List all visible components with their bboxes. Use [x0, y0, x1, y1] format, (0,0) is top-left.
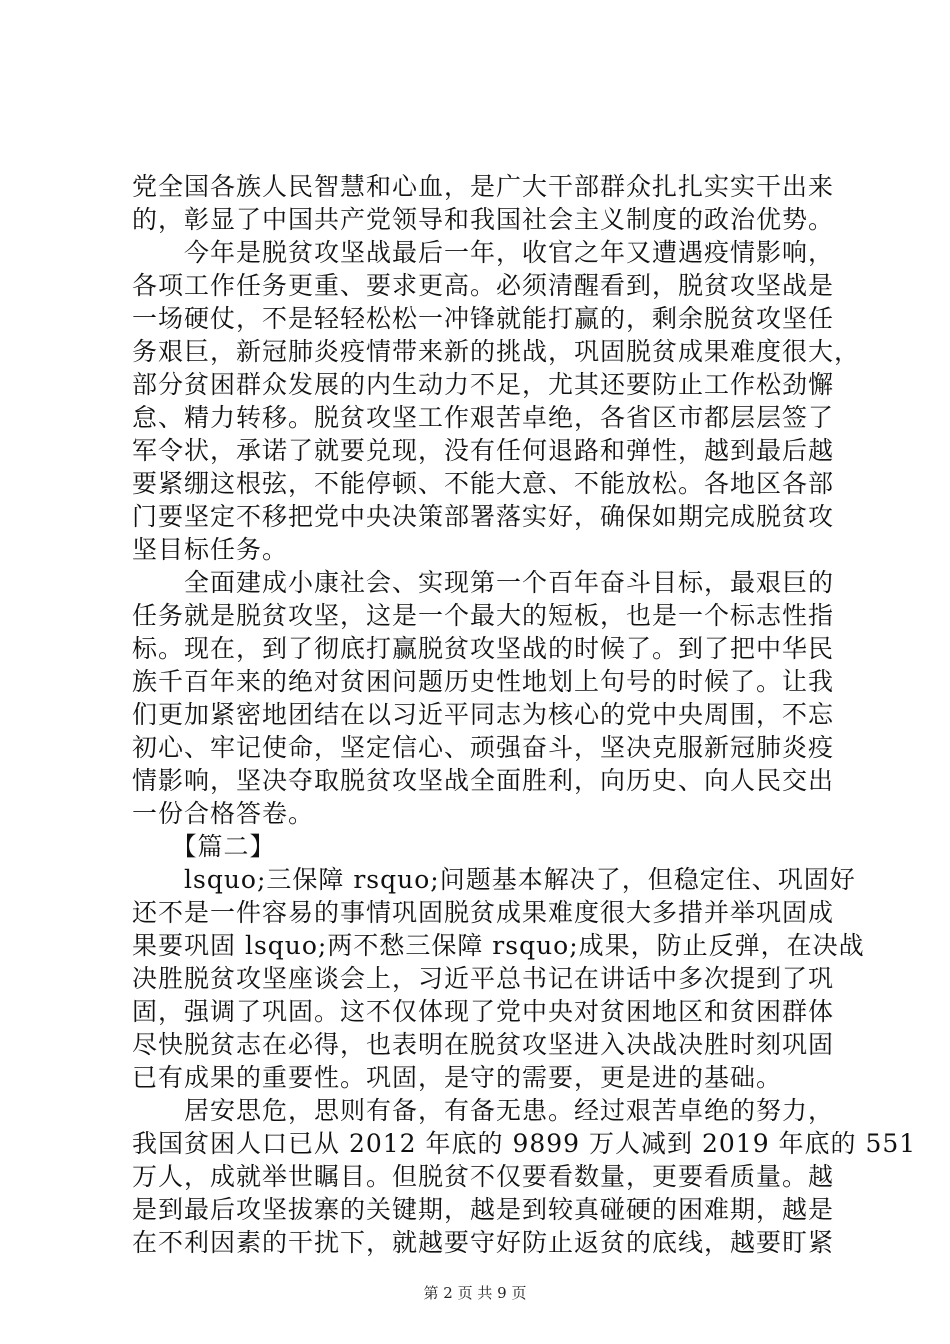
page-footer [0, 1283, 950, 1303]
text-line: 决胜脱贫攻坚座谈会上，习近平总书记在讲话中多次提到了巩 [132, 964, 835, 993]
text-line: 还不是一件容易的事情巩固脱贫成果难度很大多措并举巩固成 [132, 898, 835, 927]
text-line: 情影响，坚决夺取脱贫攻坚战全面胜利，向历史、向人民交出 [132, 766, 835, 795]
text-line: 一份合格答卷。 [132, 799, 315, 828]
section-heading: 【篇二】 [132, 832, 276, 861]
body-text [132, 170, 917, 1259]
text-line: 是到最后攻坚拔寨的关键期，越是到较真碰硬的困难期，越是 [132, 1195, 835, 1224]
text-line: lsquo;三保障 rsquo;问题基本解决了，但稳定住、巩固好 [132, 865, 856, 894]
text-line: 坚目标任务。 [132, 535, 289, 564]
page-number: 第 2 页 共 9 页 [423, 1284, 527, 1302]
text-line: 在不利因素的干扰下，就越要守好防止返贫的底线，越要盯紧 [132, 1228, 835, 1257]
text-line: 固，强调了巩固。这不仅体现了党中央对贫困地区和贫困群体 [132, 997, 835, 1026]
text-line: 各项工作任务更重、要求更高。必须清醒看到，脱贫攻坚战是 [132, 271, 835, 300]
text-line: 军令状，承诺了就要兑现，没有任何退路和弹性，越到最后越 [132, 436, 835, 465]
text-line: 务艰巨，新冠肺炎疫情带来新的挑战，巩固脱贫成果难度很大， [132, 337, 861, 366]
text-line: 门要坚定不移把党中央决策部署落实好，确保如期完成脱贫攻 [132, 502, 835, 531]
text-line: 部分贫困群众发展的内生动力不足，尤其还要防止工作松劲懈 [132, 370, 835, 399]
text-line: 已有成果的重要性。巩固，是守的需要，更是进的基础。 [132, 1063, 783, 1092]
text-line: 尽快脱贫志在必得，也表明在脱贫攻坚进入决战决胜时刻巩固 [132, 1030, 835, 1059]
text-line: 今年是脱贫攻坚战最后一年，收官之年又遭遇疫情影响， [132, 238, 835, 267]
text-line: 党全国各族人民智慧和心血，是广大干部群众扎扎实实干出来 [132, 172, 835, 201]
text-line: 居安思危，思则有备，有备无患。经过艰苦卓绝的努力， [132, 1096, 835, 1125]
text-line: 标。现在，到了彻底打赢脱贫攻坚战的时候了。到了把中华民 [132, 634, 835, 663]
text-line: 怠、精力转移。脱贫攻坚工作艰苦卓绝，各省区市都层层签了 [132, 403, 835, 432]
text-line: 一场硬仗，不是轻轻松松一冲锋就能打赢的，剩余脱贫攻坚任 [132, 304, 835, 333]
text-line: 初心、牢记使命，坚定信心、顽强奋斗，坚决克服新冠肺炎疫 [132, 733, 835, 762]
text-line: 的，彰显了中国共产党领导和我国社会主义制度的政治优势。 [132, 205, 835, 234]
text-line: 任务就是脱贫攻坚，这是一个最大的短板，也是一个标志性指 [132, 601, 835, 630]
text-line: 们更加紧密地团结在以习近平同志为核心的党中央周围，不忘 [132, 700, 835, 729]
text-line: 族千百年来的绝对贫困问题历史性地划上句号的时候了。让我 [132, 667, 835, 696]
text-line: 万人，成就举世瞩目。但脱贫不仅要看数量，更要看质量。越 [132, 1162, 835, 1191]
text-line: 我国贫困人口已从 2012 年底的 9899 万人减到 2019 年底的 551 [132, 1129, 917, 1158]
text-line: 果要巩固 lsquo;两不愁三保障 rsquo;成果，防止反弹，在决战 [132, 931, 865, 960]
text-line: 要紧绷这根弦，不能停顿、不能大意、不能放松。各地区各部 [132, 469, 835, 498]
text-line: 全面建成小康社会、实现第一个百年奋斗目标，最艰巨的 [132, 568, 835, 597]
